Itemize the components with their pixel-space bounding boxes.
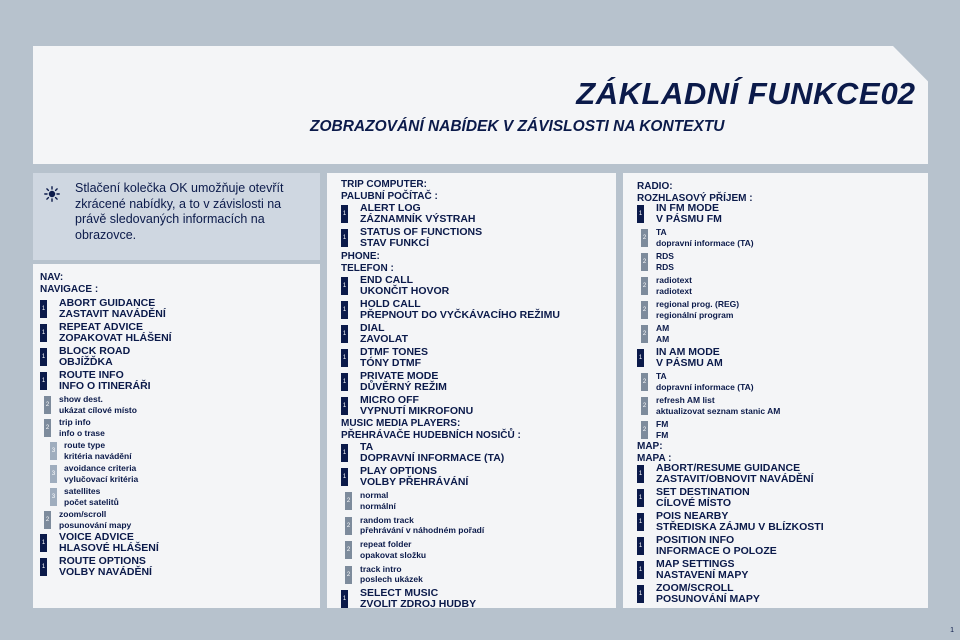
radio-menu-item[interactable] (637, 251, 922, 275)
phone-menu-item[interactable] (341, 275, 611, 299)
level-badge: 1 (341, 349, 348, 367)
radio-item-label-en: IN FM MODE (656, 202, 719, 214)
map-item-label-en: ZOOM/SCROLL (656, 582, 734, 594)
nav-item-label-cz: VOLBY NAVÁDĚNÍ (59, 566, 152, 578)
map-item-label-en: SET DESTINATION (656, 486, 750, 498)
nav-title-en: NAV: (40, 272, 64, 283)
phone-item-label-cz: PŘEPNOUT DO VYČKÁVACÍHO REŽIMU (360, 309, 560, 321)
page-subtitle: ZOBRAZOVÁNÍ NABÍDEK V ZÁVISLOSTI NA KONTEXTU (310, 118, 725, 135)
radio-item-label-cz: V PÁSMU FM (656, 213, 722, 225)
trip-item-label-en: STATUS OF FUNCTIONS (360, 225, 483, 238)
phone-item-label-en: PRIVATE MODE (360, 370, 439, 382)
radio-item-label-cz: dopravní informace (TA) (656, 237, 754, 248)
music-item-label-cz: VOLBY PŘEHRÁVÁNÍ (360, 476, 469, 488)
radio-menu-item[interactable] (637, 227, 922, 251)
nav-menu-item[interactable] (40, 417, 315, 440)
level-badge: 1 (637, 489, 644, 507)
trip-item-label-cz: STAV FUNKCÍ (360, 236, 430, 249)
radio-item-label-cz: regionální program (656, 309, 734, 320)
radio-item-label-en: radiotext (656, 275, 692, 285)
level-badge: 1 (637, 349, 644, 367)
level-badge: 2 (641, 373, 648, 391)
level-badge: 1 (40, 534, 47, 552)
nav-item-label-en: zoom/scroll (59, 509, 107, 519)
level-badge: 1 (637, 585, 644, 603)
map-item-label-cz: CÍLOVÉ MÍSTO (656, 497, 732, 509)
level-badge: 2 (345, 517, 352, 535)
map-menu-item[interactable] (637, 559, 922, 583)
music-item-label-cz: normální (360, 500, 396, 511)
nav-section (40, 272, 315, 578)
music-item-label-en: normal (360, 490, 389, 500)
nav-menu-item[interactable] (40, 298, 315, 322)
level-badge: 1 (341, 397, 348, 415)
nav-menu-item[interactable] (40, 509, 315, 532)
page-number: 1 (950, 627, 954, 634)
nav-item-label-en: route type (64, 440, 106, 450)
level-badge: 2 (44, 419, 51, 437)
level-badge: 1 (341, 301, 348, 319)
music-item-label-cz: poslech ukázek (360, 574, 423, 584)
phone-menu-item[interactable] (341, 371, 611, 395)
music-section (341, 418, 611, 610)
sun-icon (44, 186, 60, 202)
level-badge: 1 (40, 300, 47, 318)
nav-item-label-cz: HLASOVÉ HLÁŠENÍ (59, 542, 159, 554)
radio-item-label-en: regional prog. (REG) (656, 299, 740, 309)
level-badge: 1 (637, 513, 644, 531)
map-item-label-en: POIS NEARBY (656, 510, 729, 522)
nav-item-label-en: ROUTE INFO (59, 369, 124, 381)
radio-menu-item[interactable] (637, 275, 922, 299)
page-title: ZÁKLADNÍ FUNKCE (576, 76, 880, 111)
map-title-en: MAP: (637, 441, 663, 452)
level-badge: 1 (637, 561, 644, 579)
music-menu-item[interactable] (341, 539, 611, 564)
music-menu-item[interactable] (341, 490, 611, 515)
music-item-label-en: TA (360, 441, 374, 453)
level-badge: 2 (345, 541, 352, 559)
level-badge: 1 (341, 444, 348, 462)
music-item-label-cz: DOPRAVNÍ INFORMACE (TA) (360, 452, 505, 464)
radio-item-label-en: FM (656, 419, 669, 429)
trip-item-label-cz: ZÁZNAMNÍK VÝSTRAH (360, 213, 476, 225)
map-item-label-cz: POSUNOVÁNÍ MAPY (656, 593, 760, 605)
level-badge: 1 (341, 590, 348, 608)
nav-menu-item[interactable] (40, 394, 315, 417)
level-badge: 1 (40, 348, 47, 366)
radio-menu-item[interactable] (637, 323, 922, 347)
radio-title-cz: ROZHLASOVÝ PŘÍJEM : (637, 192, 753, 204)
phone-section (341, 251, 611, 417)
level-badge: 1 (637, 205, 644, 223)
radio-item-label-cz: radiotext (656, 285, 692, 296)
music-item-label-cz: přehrávání v náhodném pořadí (360, 525, 485, 535)
level-badge: 1 (341, 277, 348, 295)
nav-menu-item[interactable] (40, 370, 315, 394)
phone-item-label-cz: ZAVOLAT (360, 333, 409, 345)
radio-title-en: RADIO: (637, 181, 673, 192)
level-badge: 1 (40, 372, 47, 390)
trip-section (341, 179, 611, 249)
nav-menu-item[interactable] (40, 322, 315, 346)
nav-menu-item[interactable] (40, 486, 315, 509)
nav-item-label-cz: INFO O ITINERÁŘI (59, 380, 151, 392)
nav-item-label-cz: ZASTAVIT NAVÁDĚNÍ (59, 308, 166, 320)
phone-item-label-en: END CALL (360, 274, 414, 286)
radio-item-label-en: IN AM MODE (656, 346, 720, 358)
level-badge: 1 (637, 537, 644, 555)
level-badge: 2 (345, 492, 352, 510)
nav-item-label-cz: ZOPAKOVAT HLÁŠENÍ (59, 332, 172, 344)
phone-menu-item[interactable] (341, 395, 611, 419)
phone-menu-item[interactable] (341, 347, 611, 371)
level-badge: 2 (44, 511, 51, 529)
level-badge: 2 (641, 253, 648, 271)
map-item-label-en: MAP SETTINGS (656, 558, 735, 570)
trip-menu-item[interactable] (341, 203, 611, 227)
music-item-label-en: track intro (360, 563, 402, 574)
level-badge: 1 (341, 373, 348, 391)
nav-menu-item[interactable] (40, 346, 315, 370)
radio-item-label-en: refresh AM list (656, 395, 715, 405)
level-badge: 1 (40, 558, 47, 576)
phone-item-label-en: DTMF TONES (360, 346, 429, 358)
nav-item-label-cz: počet satelitů (64, 496, 119, 507)
level-badge: 1 (341, 229, 348, 247)
radio-menu-item[interactable] (637, 299, 922, 323)
map-item-label-cz: STŘEDISKA ZÁJMU V BLÍZKOSTI (656, 521, 824, 533)
radio-item-label-cz: dopravní informace (TA) (656, 381, 754, 392)
nav-menu-item[interactable] (40, 556, 315, 580)
nav-item-label-cz: posunování mapy (59, 519, 132, 530)
map-item-label-cz: ZASTAVIT/OBNOVIT NAVÁDĚNÍ (656, 473, 814, 485)
nav-title-cz: NAVIGACE : (40, 283, 99, 295)
phone-title-cz: TELEFON : (341, 262, 394, 274)
level-badge: 3 (50, 442, 57, 460)
map-menu-item[interactable] (637, 535, 922, 559)
radio-item-label-en: TA (656, 227, 667, 237)
nav-item-label-en: ROUTE OPTIONS (59, 555, 146, 567)
nav-item-label-cz: vylučovací kritéria (64, 473, 139, 484)
music-item-label-en: SELECT MUSIC (360, 587, 439, 599)
level-badge: 1 (341, 205, 348, 223)
radio-item-label-cz: AM (656, 333, 670, 344)
radio-section (637, 181, 922, 440)
nav-menu-item[interactable] (40, 532, 315, 556)
level-badge: 2 (641, 229, 648, 247)
map-item-label-cz: NASTAVENÍ MAPY (656, 569, 749, 581)
phone-menu-item[interactable] (341, 323, 611, 347)
music-menu-item[interactable] (341, 564, 611, 589)
map-item-label-en: POSITION INFO (656, 534, 735, 546)
radio-item-label-en: TA (656, 371, 667, 381)
level-badge: 3 (50, 488, 57, 506)
level-badge: 2 (641, 301, 648, 319)
info-text: Stlačení kolečka OK umožňuje otevřít zkrácené nabídky, a to v závislosti na právě sledovaných informacích na obrazovce. (75, 181, 284, 242)
trip-menu-item[interactable] (341, 227, 611, 251)
map-section (637, 441, 922, 605)
nav-item-label-en: BLOCK ROAD (59, 345, 131, 357)
music-item-label-en: random track (360, 514, 414, 525)
music-menu-item[interactable] (341, 588, 611, 612)
level-badge: 2 (641, 325, 648, 343)
music-item-label-en: repeat folder (360, 539, 412, 549)
level-badge: 2 (44, 396, 51, 414)
trip-title-cz: PALUBNÍ POČÍTAČ : (341, 190, 438, 202)
map-title-cz: MAPA : (637, 452, 672, 464)
music-item-label-cz: opakovat složku (360, 549, 427, 560)
level-badge: 1 (341, 468, 348, 486)
music-item-label-cz: ZVOLIT ZDROJ HUDBY (360, 598, 477, 610)
level-badge: 1 (40, 324, 47, 342)
level-badge: 2 (641, 277, 648, 295)
map-menu-item[interactable] (637, 511, 922, 535)
radio-item-label-cz: aktualizovat seznam stanic AM (656, 405, 781, 416)
radio-item-label-cz: RDS (656, 261, 674, 272)
radio-item-label-en: RDS (656, 251, 674, 261)
music-menu-item[interactable] (341, 442, 611, 466)
music-title-en: MUSIC MEDIA PLAYERS: (341, 418, 461, 429)
level-badge: 3 (50, 465, 57, 483)
level-badge: 2 (345, 566, 352, 584)
phone-item-label-cz: UKONČIT HOVOR (360, 285, 450, 297)
map-menu-item[interactable] (637, 583, 922, 607)
nav-item-label-cz: info o trase (59, 427, 105, 438)
radio-item-label-cz: V PÁSMU AM (656, 357, 723, 369)
phone-item-label-cz: VYPNUTÍ MIKROFONU (360, 405, 474, 417)
map-menu-item[interactable] (637, 487, 922, 511)
map-item-label-en: ABORT/RESUME GUIDANCE (656, 462, 801, 474)
radio-menu-item[interactable] (637, 347, 922, 371)
nav-item-label-en: avoidance criteria (64, 463, 137, 473)
nav-item-label-en: ABORT GUIDANCE (59, 297, 156, 309)
nav-item-label-cz: OBJÍŽĎKA (59, 356, 113, 368)
music-item-label-en: PLAY OPTIONS (360, 465, 438, 477)
phone-menu-item[interactable] (341, 299, 611, 323)
chapter-number: 02 (880, 76, 915, 111)
radio-menu-item[interactable] (637, 395, 922, 419)
radio-item-label-cz: FM (656, 429, 669, 440)
phone-item-label-en: HOLD CALL (360, 298, 421, 310)
phone-item-label-en: DIAL (360, 322, 385, 334)
music-menu-item[interactable] (341, 466, 611, 490)
level-badge: 1 (637, 465, 644, 483)
music-title-cz: PŘEHRÁVAČE HUDEBNÍCH NOSIČŮ : (341, 429, 521, 441)
radio-menu-item[interactable] (637, 203, 922, 227)
nav-item-label-en: REPEAT ADVICE (59, 321, 144, 333)
map-item-label-cz: INFORMACE O POLOZE (656, 545, 777, 557)
trip-title-en: TRIP COMPUTER: (341, 179, 427, 190)
radio-menu-item[interactable] (637, 419, 922, 443)
nav-item-label-en: show dest. (59, 394, 103, 404)
nav-item-label-en: satellites (64, 486, 101, 496)
phone-item-label-cz: TÓNY DTMF (360, 357, 422, 369)
radio-menu-item[interactable] (637, 371, 922, 395)
nav-menu-item[interactable] (40, 440, 315, 463)
nav-item-label-cz: ukázat cílové místo (59, 404, 137, 415)
nav-menu-item[interactable] (40, 463, 315, 486)
phone-item-label-cz: DŮVĚRNÝ REŽIM (360, 381, 447, 393)
nav-item-label-cz: kritéria navádění (64, 450, 132, 461)
music-menu-item[interactable] (341, 515, 611, 540)
level-badge: 2 (641, 421, 648, 439)
level-badge: 1 (341, 325, 348, 343)
trip-item-label-en: ALERT LOG (360, 202, 421, 214)
nav-item-label-en: VOICE ADVICE (59, 531, 134, 543)
radio-item-label-en: AM (656, 323, 670, 333)
phone-title-en: PHONE: (341, 251, 380, 262)
nav-item-label-en: trip info (59, 417, 91, 427)
phone-item-label-en: MICRO OFF (360, 394, 419, 406)
level-badge: 2 (641, 397, 648, 415)
map-menu-item[interactable] (637, 463, 922, 487)
